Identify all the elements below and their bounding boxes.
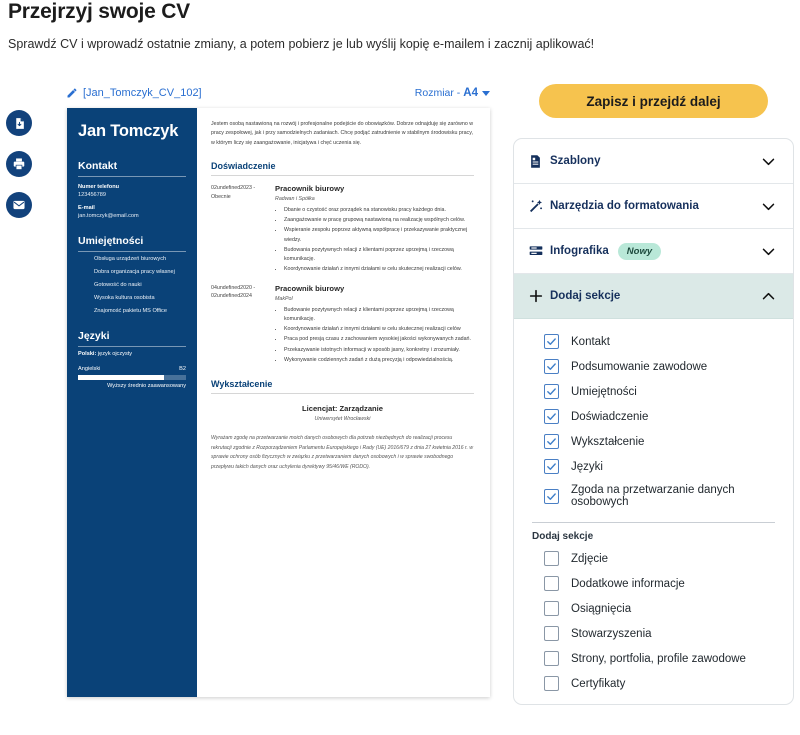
cv-bullet-item: • Budowanie pozytywnych relacji z klientami poprzez uprzejmą i rzeczową komunikację.: [284, 306, 474, 325]
cv-sidebar: [67, 108, 197, 697]
checkbox-label: Doświadczenie: [571, 410, 649, 423]
checkbox[interactable]: [544, 676, 559, 691]
section-toggle-wykształcenie[interactable]: [514, 429, 793, 454]
save-and-continue-button[interactable]: Zapisz i przejdź dalej: [539, 84, 768, 118]
cv-rodo-clause: Wyrażam zgodę na przetwarzanie moich danych osobowych dla potrzeb niezbędnych do realizacji procesu rekrutacji zgodnie z Rozporządzeniem Parlamentu Europejskiego i Rady (UE) 2016/679 z dnia 27 kwietnia 2016 r. w sprawie ochrony osób fizycznych w związku z przetwarzaniem danych osobowych i w sprawie swobodnego przepływu takich danych oraz uchylenia dyrektywy 95/46/WE (RODO).: [211, 435, 473, 470]
checkbox-label: Zdjęcie: [571, 552, 609, 565]
checkbox-label: Osiągnięcia: [571, 602, 632, 615]
add-section-strony-portfolia-profile-zawodowe[interactable]: [514, 646, 793, 671]
accordion-header-infografika[interactable]: [514, 229, 793, 274]
cv-bullet-list: [275, 306, 474, 366]
cv-bullet-item: • Zaangażowanie w pracę grupową nastawioną na realizację wspólnych celów.: [284, 216, 474, 225]
accordion-label: Narzędzia do formatowania: [550, 200, 699, 212]
cv-skills-heading: Umiejętności: [78, 235, 186, 252]
page-size-selector[interactable]: [415, 87, 490, 99]
check-icon: [546, 411, 557, 422]
check-icon: [546, 386, 557, 397]
cv-experience-date: 02undefined2023 - Obecnie: [211, 184, 256, 200]
cv-bullet-item: • Dbanie o czystość oraz porządek na stanowisku pracy każdego dnia.: [284, 206, 474, 215]
cv-language-level: Wyższy średnio zaawansowany: [107, 383, 186, 390]
add-section-osiągnięcia[interactable]: [514, 596, 793, 621]
section-toggle-zgoda-na-przetwarzanie-danych-osobowych[interactable]: [514, 479, 793, 513]
cv-summary: Jestem osobą nastawioną na rozwój i profesjonalne podejście do obowiązków. Dobrze odnajduję się zarówno w pracy zespołowej, jak i przy samodzielnych zadaniach. Chcę podjąć zatrudnienie w stabilnym środowisku pracy, w którym liczy się zaangażowanie, inicjatywa i chęć uczenia się.: [211, 121, 474, 146]
add-section-dodatkowe-informacje[interactable]: [514, 571, 793, 596]
checkbox[interactable]: [544, 551, 559, 566]
cv-language-row: [78, 366, 186, 372]
cv-languages-block: [78, 330, 186, 389]
template-icon: [528, 154, 550, 169]
cv-experience-body: [269, 284, 474, 367]
cv-skill-item: Obsługa urządzeń biurowych: [94, 256, 167, 263]
cv-bullet-item: • Koordynowanie działań z innymi działami w celu skutecznej realizacji celów: [284, 325, 474, 334]
cv-file-name: [Jan_Tomczyk_CV_102]: [83, 87, 202, 99]
cv-bullet-item: • Wspieranie zespołu poprzez aktywną współpracę i przekazywanie praktycznej wiedzy.: [284, 226, 474, 245]
checkbox-label: Strony, portfolia, profile zawodowe: [571, 652, 746, 665]
cv-skill-item: Dobra organizacja pracy własnej: [94, 269, 175, 276]
checkbox[interactable]: [544, 651, 559, 666]
page-title: Przejrzyj swoje CV: [8, 0, 190, 23]
page-size-value: A4: [463, 87, 478, 99]
cv-job-title: Pracownik biurowy: [275, 283, 345, 293]
new-badge: Nowy: [618, 243, 661, 260]
pencil-icon: [66, 87, 78, 99]
cv-main-column: [197, 108, 490, 697]
accordion-toggle[interactable]: [760, 153, 777, 170]
checkbox[interactable]: [544, 434, 559, 449]
cv-company-name: Radwan i Spółka: [275, 195, 315, 202]
add-section-zdjęcie[interactable]: [514, 546, 793, 571]
print-icon: [12, 157, 26, 171]
cv-full-name: Jan Tomczyk: [78, 122, 179, 140]
checkbox-label: Wykształcenie: [571, 435, 645, 448]
section-toggle-kontakt[interactable]: [514, 329, 793, 354]
cv-bullet-item: • Przekazywanie istotnych informacji w sposób jasny, konkretny i zrozumiały.: [284, 346, 474, 355]
chevron-down-icon: [482, 91, 490, 96]
cv-bullet-item: • Koordynowanie działań z innymi działami w celu skutecznej realizacji celów.: [284, 265, 474, 274]
check-icon: [546, 336, 557, 347]
cv-native-language-level: język ojczysty: [97, 351, 133, 358]
magic-wand-icon: [528, 198, 550, 214]
checkbox-label: Podsumowanie zawodowe: [571, 360, 708, 373]
checkbox[interactable]: [544, 409, 559, 424]
cv-skill-item: Wysoka kultura osobista: [94, 295, 155, 302]
cv-languages-heading: Języki: [78, 330, 186, 347]
divider: [532, 522, 775, 523]
cv-native-language-name: Polski:: [78, 351, 97, 358]
checkbox[interactable]: [544, 459, 559, 474]
accordion-panel-dodaj-sekcje: [514, 319, 793, 704]
checkbox[interactable]: [544, 489, 559, 504]
cv-email-label: E-mail: [78, 205, 95, 212]
cv-language-name: Angielski: [78, 366, 101, 373]
cv-language-progress-bar: [78, 375, 186, 380]
print-cv-button[interactable]: [6, 151, 32, 177]
infographic-icon: [528, 243, 550, 259]
cv-education-degree: Licencjat: Zarządzanie: [301, 404, 384, 414]
cv-preview-document[interactable]: [67, 108, 490, 697]
cv-contact-block: [78, 160, 186, 219]
cv-education-entry: [211, 404, 474, 422]
cv-toolbar: [66, 83, 490, 103]
chevron-up-icon: [760, 288, 777, 305]
section-toggle-podsumowanie-zawodowe[interactable]: [514, 354, 793, 379]
cv-skills-block: [78, 235, 186, 314]
checkbox[interactable]: [544, 384, 559, 399]
checkbox[interactable]: [544, 334, 559, 349]
cv-phone-value: 123456789: [78, 192, 106, 199]
cv-phone-label: Numer telefonu: [78, 184, 120, 191]
check-icon: [546, 491, 557, 502]
check-icon: [546, 461, 557, 472]
checkbox[interactable]: [544, 601, 559, 616]
cv-education-school: Uniwersytet Wrocławski: [314, 416, 371, 423]
cv-job-title: Pracownik biurowy: [275, 183, 345, 193]
page-subtitle: Sprawdź CV i wprowadź ostatnie zmiany, a potem pobierz je lub wyślij kopię e-mailem i zacznij aplikować!: [8, 37, 595, 51]
cv-skills-list: [78, 256, 186, 314]
accordion-toggle[interactable]: [760, 243, 777, 260]
cv-education-heading: Wykształcenie: [211, 379, 474, 394]
accordion-header-dodaj-sekcje[interactable]: [514, 274, 793, 319]
checkbox-label: Dodatkowe informacje: [571, 577, 685, 590]
cv-native-language: [78, 351, 186, 357]
accordion-header-szablony[interactable]: [514, 139, 793, 184]
checkbox[interactable]: [544, 576, 559, 591]
plus-icon: [528, 288, 550, 304]
accordion-label: Szablony: [550, 155, 601, 167]
download-cv-button[interactable]: [6, 110, 32, 136]
accordion-toggle[interactable]: [760, 288, 777, 305]
checkbox-label: Kontakt: [571, 335, 610, 348]
checkbox-label: Umiejętności: [571, 385, 637, 398]
accordion-label: Dodaj sekcje: [550, 290, 621, 302]
add-section-stowarzyszenia[interactable]: [514, 621, 793, 646]
section-toggle-doświadczenie[interactable]: [514, 404, 793, 429]
chevron-down-icon: [760, 153, 777, 170]
editor-options-panel: [513, 138, 794, 705]
cv-experience-date: 04undefined2020 - 02undefined2024: [211, 284, 256, 300]
page-size-label: Rozmiar -: [414, 87, 461, 99]
checkbox[interactable]: [544, 359, 559, 374]
cv-bullet-item: • Praca pod presją czasu z zachowaniem wysokiej jakości wykonywanych zadań.: [284, 335, 474, 344]
accordion-toggle[interactable]: [760, 198, 777, 215]
cv-skill-item: Znajomość pakietu MS Office: [94, 308, 167, 315]
email-cv-button[interactable]: [6, 192, 32, 218]
cv-experience-entry: [211, 284, 474, 367]
cv-bullet-list: [275, 206, 474, 275]
accordion-header-narzędzia-do-formatowania[interactable]: [514, 184, 793, 229]
chevron-down-icon: [760, 198, 777, 215]
add-section-certyfikaty[interactable]: [514, 671, 793, 696]
download-icon: [13, 117, 26, 130]
cv-experience-heading: Doświadczenie: [211, 161, 474, 176]
cv-company-name: MakPol: [275, 295, 293, 302]
add-sections-heading: Dodaj sekcje: [532, 531, 594, 542]
section-toggle-języki[interactable]: [514, 454, 793, 479]
checkbox-label: Języki: [571, 460, 603, 473]
chevron-down-icon: [760, 243, 777, 260]
cv-experience-entry: [211, 184, 474, 276]
cv-bullet-item: • Budowania pozytywnych relacji z klientami poprzez uprzejmą i rzeczową komunikację.: [284, 246, 474, 265]
email-icon: [12, 198, 26, 212]
section-toggle-umiejętności[interactable]: [514, 379, 793, 404]
accordion-label: Infografika: [550, 245, 609, 257]
cv-bullet-item: • Wykonywanie codziennych zadań z dużą precyzją i odpowiedzialnością.: [284, 356, 474, 365]
cv-experience-body: [269, 184, 474, 276]
check-icon: [546, 436, 557, 447]
checkbox[interactable]: [544, 626, 559, 641]
cv-contact-heading: Kontakt: [78, 160, 186, 177]
checkbox-label: Zgoda na przetwarzanie danych osobowych: [571, 484, 735, 508]
checkbox-label: Stowarzyszenia: [571, 627, 652, 640]
accordion-list: [514, 139, 793, 704]
checkbox-label: Certyfikaty: [571, 677, 626, 690]
rename-file-control[interactable]: [66, 87, 202, 99]
document-actions: [6, 110, 38, 233]
cv-language-code: B2: [179, 366, 186, 373]
check-icon: [546, 361, 557, 372]
cv-experience-list: [211, 184, 474, 366]
cv-skill-item: Gotowość do nauki: [94, 282, 142, 289]
cv-email-value: jan.tomczyk@email.com: [78, 213, 139, 220]
